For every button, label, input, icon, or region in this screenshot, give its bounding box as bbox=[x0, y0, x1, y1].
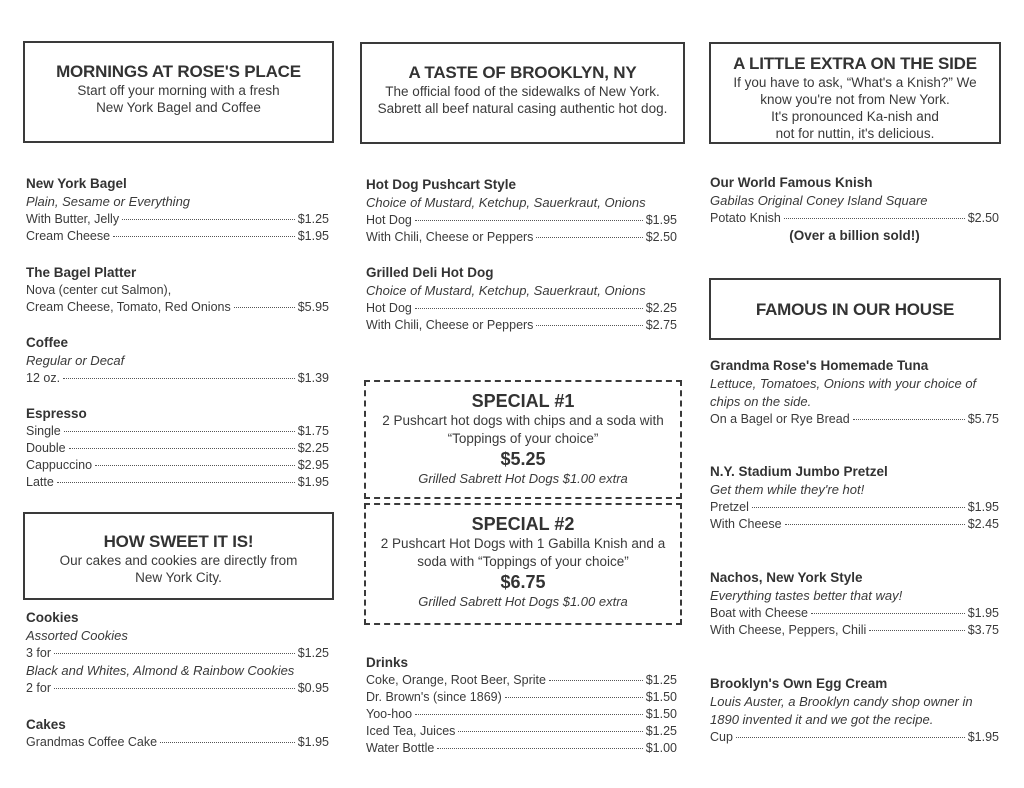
leader-dots bbox=[853, 419, 965, 420]
little-extra-line-4: not for nuttin, it's delicious. bbox=[775, 126, 935, 141]
over-a-billion-note: (Over a billion sold!) bbox=[789, 228, 920, 243]
leader-dots bbox=[784, 218, 965, 219]
menu-item bbox=[366, 229, 677, 246]
item-price: $0.95 bbox=[297, 681, 329, 695]
section-description: Get them while they're hot! bbox=[710, 482, 865, 497]
item-label: Single bbox=[26, 424, 61, 438]
item-price: $5.75 bbox=[967, 412, 999, 426]
menu-item bbox=[26, 423, 329, 440]
item-label: Hot Dog bbox=[366, 301, 412, 315]
item-price: $2.95 bbox=[297, 458, 329, 472]
special-1-note: Grilled Sabrett Hot Dogs $1.00 extra bbox=[418, 471, 628, 486]
how-sweet-box bbox=[23, 512, 334, 600]
how-sweet-subtitle-line-1: Our cakes and cookies are directly from bbox=[59, 553, 298, 568]
menu-item bbox=[26, 228, 329, 245]
menu-item bbox=[366, 672, 677, 689]
leader-dots bbox=[549, 680, 643, 681]
menu-item bbox=[26, 645, 329, 662]
menu-item bbox=[710, 605, 999, 622]
item-label: Yoo-hoo bbox=[366, 707, 413, 721]
menu-item bbox=[366, 300, 677, 317]
section-title: The Bagel Platter bbox=[26, 265, 137, 280]
section-description: 1890 invented it and we got the recipe. bbox=[710, 712, 934, 727]
how-sweet-title: HOW SWEET IT IS! bbox=[103, 532, 254, 551]
section-description: Gabilas Original Coney Island Square bbox=[710, 193, 928, 208]
item-label: Boat with Cheese bbox=[710, 606, 808, 620]
special-1-coupon bbox=[364, 380, 682, 499]
item-label: Hot Dog bbox=[366, 213, 412, 227]
menu-item bbox=[26, 440, 329, 457]
special-1-desc-line-1: 2 Pushcart hot dogs with chips and a soda with bbox=[382, 413, 664, 428]
item-label: Latte bbox=[26, 475, 54, 489]
how-sweet-subtitle-line-2: New York City. bbox=[135, 570, 222, 585]
menu-item bbox=[710, 622, 999, 639]
item-price: $5.95 bbox=[297, 300, 329, 314]
special-1-title: SPECIAL #1 bbox=[471, 391, 575, 411]
leader-dots bbox=[415, 308, 643, 309]
leader-dots bbox=[458, 731, 642, 732]
menu-item bbox=[26, 457, 329, 474]
item-price: $1.75 bbox=[297, 424, 329, 438]
section-description: Assorted Cookies bbox=[26, 628, 128, 643]
leader-dots bbox=[811, 613, 965, 614]
section-bagel-platter bbox=[26, 264, 329, 316]
item-label: With Chili, Cheese or Peppers bbox=[366, 318, 534, 332]
leader-dots bbox=[113, 236, 295, 237]
little-extra-line-1: If you have to ask, “What's a Knish?” We bbox=[733, 75, 977, 90]
item-label: Coke, Orange, Root Beer, Sprite bbox=[366, 673, 546, 687]
mornings-subtitle-line-1: Start off your morning with a fresh bbox=[77, 83, 280, 98]
special-2-desc-line-1: 2 Pushcart Hot Dogs with 1 Gabilla Knish and a bbox=[380, 536, 666, 551]
item-label: Grandmas Coffee Cake bbox=[26, 735, 158, 749]
little-extra-line-3: It's pronounced Ka-nish and bbox=[771, 109, 939, 124]
taste-of-brooklyn-box bbox=[360, 42, 685, 144]
item-price: $2.25 bbox=[645, 301, 677, 315]
item-label: 12 oz. bbox=[26, 371, 61, 385]
item-label: Cup bbox=[710, 730, 733, 744]
special-2-title: SPECIAL #2 bbox=[471, 514, 575, 534]
section-description: Regular or Decaf bbox=[26, 353, 125, 368]
item-price: $2.45 bbox=[967, 517, 999, 531]
item-price: $3.75 bbox=[967, 623, 999, 637]
section-description: Plain, Sesame or Everything bbox=[26, 194, 191, 209]
item-label: Cappuccino bbox=[26, 458, 93, 472]
item-label: 2 for bbox=[26, 681, 52, 695]
leader-dots bbox=[536, 325, 642, 326]
item-price: $1.95 bbox=[967, 730, 999, 744]
menu-item bbox=[710, 729, 999, 746]
item-price: $1.39 bbox=[297, 371, 329, 385]
leader-dots bbox=[69, 448, 295, 449]
leader-dots bbox=[505, 697, 643, 698]
item-detail: Nova (center cut Salmon), bbox=[26, 283, 172, 297]
leader-dots bbox=[64, 431, 295, 432]
little-extra-line-2: know you're not from New York. bbox=[760, 92, 950, 107]
item-price: $1.25 bbox=[645, 673, 677, 687]
section-title: Grandma Rose's Homemade Tuna bbox=[710, 358, 929, 373]
section-title: Hot Dog Pushcart Style bbox=[366, 177, 517, 192]
item-price: $2.50 bbox=[645, 230, 677, 244]
menu-item bbox=[710, 411, 999, 428]
leader-dots bbox=[234, 307, 295, 308]
section-title: Our World Famous Knish bbox=[710, 175, 873, 190]
menu-item bbox=[366, 723, 677, 740]
menu-item bbox=[366, 212, 677, 229]
leader-dots bbox=[752, 507, 965, 508]
item-label: Potato Knish bbox=[710, 211, 781, 225]
section-description: chips on the side. bbox=[710, 394, 812, 409]
menu-item bbox=[26, 370, 329, 387]
leader-dots bbox=[160, 742, 295, 743]
item-price: $1.25 bbox=[645, 724, 677, 738]
item-label: Cream Cheese bbox=[26, 229, 111, 243]
menu-item bbox=[26, 680, 329, 697]
item-price: $1.95 bbox=[297, 475, 329, 489]
item-price: $1.00 bbox=[645, 741, 677, 755]
item-label: Double bbox=[26, 441, 66, 455]
item-price: $1.25 bbox=[297, 212, 329, 226]
special-2-note: Grilled Sabrett Hot Dogs $1.00 extra bbox=[418, 594, 628, 609]
special-2-desc-line-2: soda with “Toppings of your choice” bbox=[417, 554, 629, 569]
menu-item bbox=[26, 299, 329, 316]
section-title: Brooklyn's Own Egg Cream bbox=[710, 676, 888, 691]
leader-dots bbox=[437, 748, 642, 749]
section-drinks bbox=[366, 654, 677, 757]
little-extra-title: A LITTLE EXTRA ON THE SIDE bbox=[733, 54, 977, 73]
special-2-price: $6.75 bbox=[500, 572, 546, 592]
leader-dots bbox=[415, 220, 643, 221]
menu-item bbox=[26, 474, 329, 491]
little-extra-box bbox=[709, 42, 1001, 144]
section-description: Choice of Mustard, Ketchup, Sauerkraut, Onions bbox=[366, 283, 646, 298]
item-price: $1.50 bbox=[645, 690, 677, 704]
menu-item bbox=[366, 317, 677, 334]
item-price: $1.95 bbox=[967, 500, 999, 514]
item-price: $1.95 bbox=[967, 606, 999, 620]
mornings-subtitle-line-2: New York Bagel and Coffee bbox=[96, 100, 261, 115]
section-coffee bbox=[26, 334, 329, 387]
leader-dots bbox=[122, 219, 295, 220]
famous-in-our-house-title: FAMOUS IN OUR HOUSE bbox=[755, 300, 955, 319]
item-label: Iced Tea, Juices bbox=[366, 724, 456, 738]
section-espresso bbox=[26, 405, 329, 491]
menu-item bbox=[26, 211, 329, 228]
section-nachos bbox=[710, 569, 999, 639]
leader-dots bbox=[95, 465, 295, 466]
section-description: Black and Whites, Almond & Rainbow Cookies bbox=[26, 663, 295, 678]
section-description: Louis Auster, a Brooklyn candy shop owner in bbox=[710, 694, 973, 709]
section-title: Drinks bbox=[366, 655, 409, 670]
section-title: Cookies bbox=[26, 610, 79, 625]
menu-item bbox=[26, 734, 329, 751]
item-price: $1.95 bbox=[297, 735, 329, 749]
item-price: $1.95 bbox=[297, 229, 329, 243]
item-price: $1.50 bbox=[645, 707, 677, 721]
section-title: Cakes bbox=[26, 717, 66, 732]
menu-item bbox=[366, 689, 677, 706]
menu-item bbox=[366, 740, 677, 757]
leader-dots bbox=[736, 737, 965, 738]
section-title: Coffee bbox=[26, 335, 69, 350]
item-label: With Chili, Cheese or Peppers bbox=[366, 230, 534, 244]
taste-subtitle-line-1: The official food of the sidewalks of New York. bbox=[385, 84, 660, 99]
taste-subtitle-line-2: Sabrett all beef natural casing authentic hot dog. bbox=[377, 101, 668, 116]
taste-of-brooklyn-title: A TASTE OF BROOKLYN, NY bbox=[408, 63, 637, 82]
leader-dots bbox=[54, 688, 295, 689]
section-plain-line bbox=[26, 282, 329, 299]
item-price: $2.25 bbox=[297, 441, 329, 455]
section-grilled-deli-hot-dog bbox=[366, 264, 677, 334]
menu-item bbox=[710, 210, 999, 227]
section-hot-dog-pushcart bbox=[366, 176, 677, 246]
leader-dots bbox=[57, 482, 295, 483]
section-description: Everything tastes better that way! bbox=[710, 588, 903, 603]
item-label: Cream Cheese, Tomato, Red Onions bbox=[26, 300, 231, 314]
item-label: Pretzel bbox=[710, 500, 749, 514]
leader-dots bbox=[536, 237, 642, 238]
leader-dots bbox=[63, 378, 295, 379]
special-1-price: $5.25 bbox=[500, 449, 546, 469]
section-cookies bbox=[26, 609, 329, 697]
special-1-desc-line-2: “Toppings of your choice” bbox=[447, 431, 599, 446]
item-label: Water Bottle bbox=[366, 741, 435, 755]
item-label: With Cheese bbox=[710, 517, 782, 531]
item-label: On a Bagel or Rye Bread bbox=[710, 412, 850, 426]
menu-item bbox=[366, 706, 677, 723]
section-egg-cream bbox=[710, 675, 999, 746]
item-price: $1.95 bbox=[645, 213, 677, 227]
section-world-famous-knish bbox=[710, 174, 999, 245]
menu-item bbox=[710, 499, 999, 516]
item-label: With Butter, Jelly bbox=[26, 212, 120, 226]
item-label: With Cheese, Peppers, Chili bbox=[710, 623, 867, 637]
mornings-title: MORNINGS AT ROSE'S PLACE bbox=[56, 62, 301, 81]
special-2-coupon bbox=[364, 503, 682, 625]
item-price: $2.75 bbox=[645, 318, 677, 332]
section-title: N.Y. Stadium Jumbo Pretzel bbox=[710, 464, 888, 479]
section-jumbo-pretzel bbox=[710, 463, 999, 533]
section-title: Nachos, New York Style bbox=[710, 570, 863, 585]
famous-in-our-house-box bbox=[709, 278, 1001, 340]
leader-dots bbox=[785, 524, 965, 525]
item-label: Dr. Brown's (since 1869) bbox=[366, 690, 502, 704]
section-description: Choice of Mustard, Ketchup, Sauerkraut, Onions bbox=[366, 195, 646, 210]
leader-dots bbox=[869, 630, 964, 631]
item-label: 3 for bbox=[26, 646, 52, 660]
item-price: $1.25 bbox=[297, 646, 329, 660]
leader-dots bbox=[415, 714, 643, 715]
leader-dots bbox=[54, 653, 295, 654]
section-title: Espresso bbox=[26, 406, 87, 421]
section-title: New York Bagel bbox=[26, 176, 127, 191]
section-title: Grilled Deli Hot Dog bbox=[366, 265, 494, 280]
section-new-york-bagel bbox=[26, 175, 329, 245]
item-price: $2.50 bbox=[967, 211, 999, 225]
menu-item bbox=[710, 516, 999, 533]
mornings-header-box bbox=[23, 41, 334, 143]
section-cakes bbox=[26, 716, 329, 751]
section-description: Lettuce, Tomatoes, Onions with your choice of bbox=[710, 376, 977, 391]
section-grandma-rose-tuna bbox=[710, 357, 999, 428]
